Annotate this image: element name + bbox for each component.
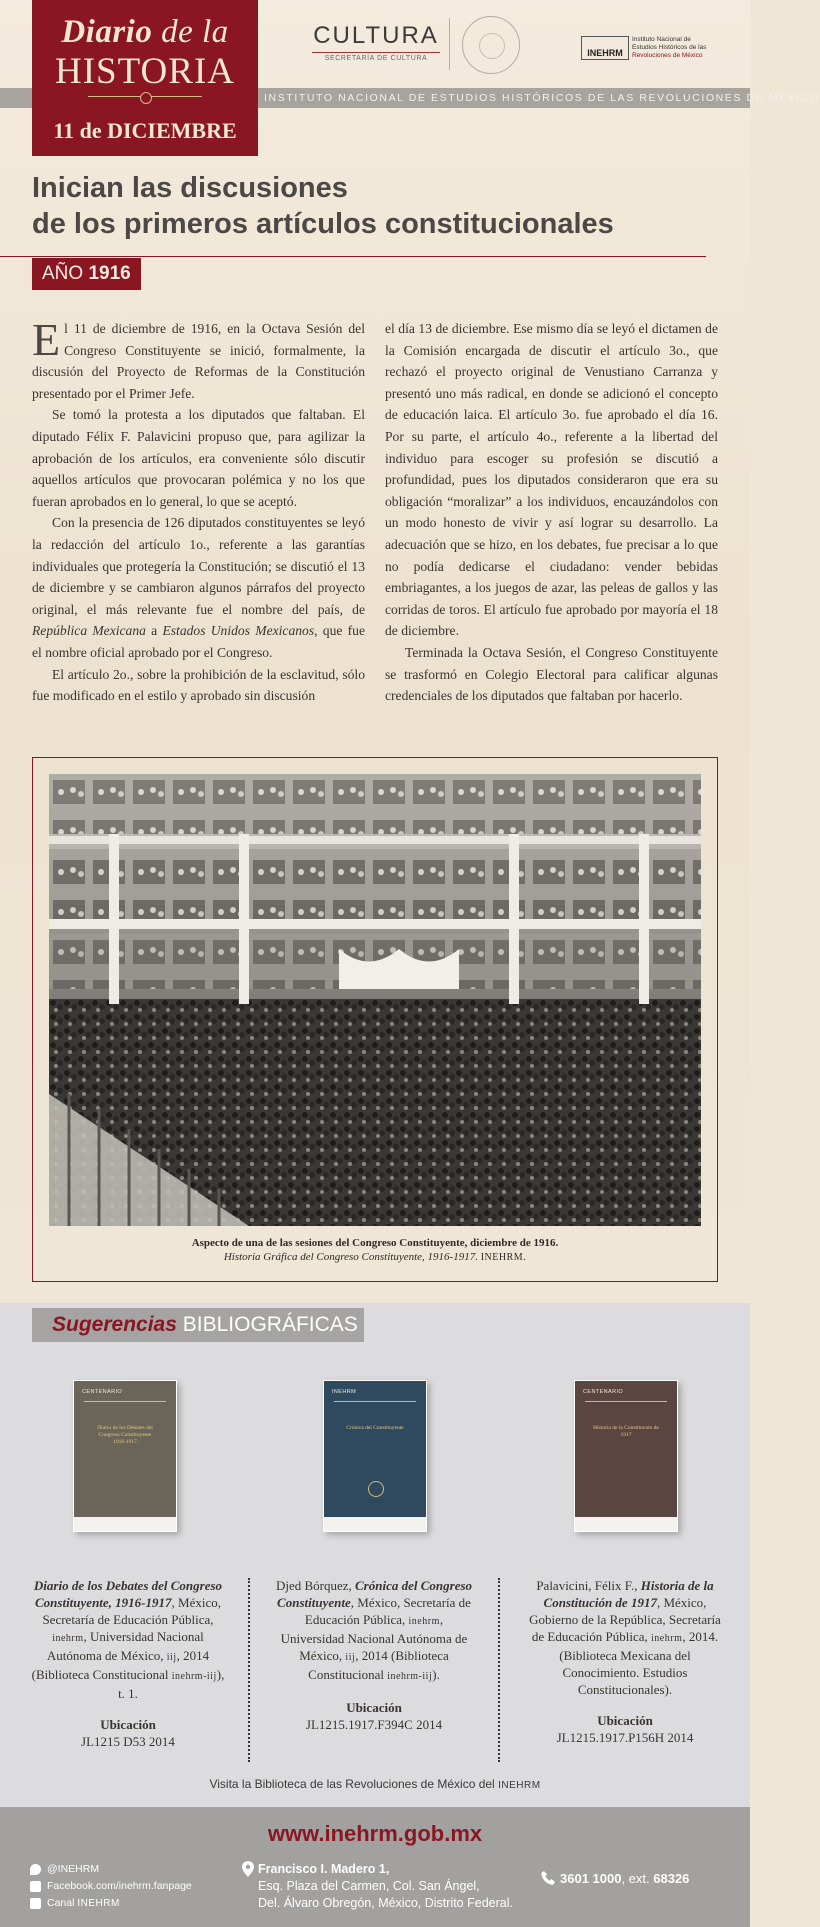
ref-1-inst2: inehrm-iij (171, 1671, 217, 1682)
ref-2-location-label: Ubicación (346, 1700, 402, 1715)
paragraph-1-text: l 11 de diciembre de 1916, en la Octava Sesión del Congreso Constituyente se inició, formalmente, la discusión del Proyecto de Reformas de la Constitución presentado por el Primer Jefe. (32, 321, 365, 401)
column-right (385, 318, 718, 707)
book-1-footer (74, 1517, 176, 1531)
ref-3-location-code: JL1215.1917.P156H 2014 (556, 1730, 694, 1745)
facebook-icon (30, 1881, 41, 1892)
institute-bar: INSTITUTO NACIONAL DE ESTUDIOS HISTÓRICOS DE LAS REVOLUCIONES DE MÉXICO (258, 88, 750, 108)
twitter-handle: @INEHRM (47, 1863, 100, 1875)
book-1-cover-title: Diario de los Debates del Congreso Constituyente 1916-1917 (97, 1425, 153, 1445)
book-2-footer (324, 1517, 426, 1531)
book-cover-2[interactable] (323, 1380, 427, 1532)
ref-1-pub3: , 2014 (Biblioteca Constitucional (31, 1648, 210, 1682)
paragraph-3a: Con la presencia de 126 diputados constituyentes se leyó la redacción del artículo 1o., referente a las garantías individuales que protegería la Constitución; se discutió el 13 de diciembre y se cambiaron algunos párrafos del proyecto original, el más relevante fue el nombre del país, de (32, 515, 365, 617)
inehrm-logo-text (632, 36, 732, 60)
logo-word-dela: de la (152, 14, 229, 50)
logo-word-diario: Diario (61, 14, 153, 50)
caption-italic: Historia Gráfica del Congreso Constituyente, 1916-1917. (223, 1251, 478, 1263)
book-cover-1[interactable] (73, 1380, 177, 1532)
ref-3-author: Palavicini, Félix F., (536, 1578, 641, 1593)
book-3-footer (575, 1517, 677, 1531)
ref-1-location-label: Ubicación (100, 1717, 156, 1732)
inehrm-text-line2: Estudios Históricos de las (632, 44, 707, 51)
inehrm-text-line1: Instituto Nacional de (632, 36, 691, 43)
inehrm-text-line3: Revoluciones de México (632, 52, 703, 59)
ref-3-pub: , México, Gobierno de la República, Secretaría de Educación Pública, (529, 1595, 721, 1644)
paragraph-5: el día 13 de diciembre. Ese mismo día se leyó el dictamen de la Comisión encargada de discutir el artículo 3o., que rechazó el proyecto original de Venustiano Carranza y presentó uno más radical, en donde se adicionó el concepto de educación laica. El artículo 3o. fue aprobado el día 16. Por su parte, el artículo 4o., referente a la libertad del individuo para escoger su profesión se discutió a profundidad, pues los diputados consideraron que era su obligación “moralizar” a los individuos, encauzándolos con un modo honesto de vivir y así lograr su desarrollo. La adecuación que se hizo, en los debates, fue precisar a lo que no podía dedicarse el ciudadano: vender bebidas embriagantes, a los juegos de azar, las peleas de gallos y las corridas de toros. El artículo fue aprobado por mayoría el 18 de diciembre. (385, 321, 718, 639)
book-2-cover-title: Crónica del Constituyente (346, 1425, 404, 1431)
ref-2-title: Crónica del Congreso Constituyente (277, 1578, 473, 1610)
cultura-title: CULTURA (313, 22, 439, 49)
ref-2-pub: , México, Secretaría de Educación Pública, (304, 1595, 471, 1627)
book-3-rule (585, 1401, 667, 1402)
inehrm-logo: INEHRM (581, 36, 629, 60)
ref-2-pub2: , Universidad Nacional Autónoma de México, (280, 1612, 468, 1663)
ref-3-inst: inehrm (651, 1633, 683, 1644)
suggestions-label-italic: Sugerencias (52, 1313, 177, 1336)
cultura-logo (312, 22, 440, 62)
logo-date: 11 de DICIEMBRE (53, 118, 237, 143)
ref-2-pub4: ). (432, 1667, 440, 1682)
year-badge (32, 258, 141, 290)
paragraph-6: Terminada la Octava Sesión, el Congreso Constituyente se trasformó en Colegio Electoral para calificar algunas credenciales de los diputados que faltaban por hacerlo. (385, 644, 718, 704)
ref-1-location-code: JL1215 D53 2014 (81, 1734, 175, 1749)
year-label: AÑO (42, 263, 84, 284)
book-cover-3[interactable] (574, 1380, 678, 1532)
photo-frame (32, 757, 718, 1282)
phone-ext-label: , ext. (621, 1871, 654, 1886)
paragraph-1 (32, 314, 365, 404)
logo-word-historia: HISTORIA (55, 51, 235, 92)
ref-1-iij: iij (166, 1652, 177, 1663)
ref-1-title: Diario de los Debates del Congreso Constituyente, 1916-1917 (33, 1578, 223, 1610)
logo-separator (449, 18, 450, 70)
facebook-url: Facebook.com/inehrm.fanpage (47, 1880, 192, 1892)
ref-1-inst: inehrm (52, 1633, 84, 1644)
book-3-cover-title: Historia de la Constitución de 1917 (593, 1425, 659, 1438)
address-street: Francisco I. Madero 1, (258, 1862, 390, 1876)
phone-ext: 68326 (653, 1871, 690, 1886)
suggestions-label (32, 1308, 364, 1342)
caption-bold: Aspecto de una de las sesiones del Congreso Constituyente, diciembre de 1916. (191, 1237, 559, 1249)
title-line1: Inician las discusiones (32, 172, 348, 204)
ref-2-author: Djed Bórquez, (275, 1578, 356, 1593)
national-seal-icon (462, 16, 520, 74)
title-line2: de los primeros artículos constitucionales (32, 208, 614, 240)
paragraph-3b: a (145, 623, 163, 639)
book-cover-2-face (324, 1381, 426, 1517)
address-line2: Esq. Plaza del Carmen, Col. San Ángel, (258, 1879, 480, 1893)
book-2-rule (334, 1401, 416, 1402)
ref-2-inst: inehrm (408, 1616, 440, 1627)
diario-logo (32, 0, 258, 156)
book-cover-1-face (74, 1381, 176, 1517)
visit-library-note (0, 1777, 750, 1791)
drop-cap: E (32, 314, 61, 365)
ref-3-pub2: , 2014. (Biblioteca Mexicana del Conocimiento. Estudios Constitucionales). (559, 1629, 719, 1697)
youtube-link[interactable] (30, 1895, 192, 1912)
social-links (30, 1861, 192, 1912)
book-cover-3-face (575, 1381, 677, 1517)
address-line3: Del. Álvaro Obregón, México, Distrito Federal. (258, 1896, 513, 1910)
paragraph-2: Se tomó la protesta a los diputados que faltaban. El diputado Félix F. Palavicini propuso que, para agilizar la aprobación de los artículos, era conveniente sólo discutir aquellos artículos que provocaran polémica y no los que fueran aprobados en lo general, lo que se aceptó. (32, 407, 365, 509)
twitter-icon (30, 1864, 41, 1875)
book-2-emblem-icon (368, 1481, 384, 1497)
youtube-icon (30, 1898, 41, 1909)
caption-source: INEHRM. (480, 1252, 527, 1263)
ref-2-inst2: inehrm-iij (387, 1671, 433, 1682)
ref-1-pub: , México, Secretaría de Educación Pública, (42, 1595, 221, 1627)
ref-2-iij: iij (345, 1652, 356, 1663)
photo-illustration (49, 774, 701, 1226)
dotted-divider-2 (498, 1578, 500, 1762)
website-link[interactable]: www.inehrm.gob.mx (267, 1821, 483, 1846)
ref-3-location-label: Ubicación (597, 1713, 653, 1728)
ref-1-pub2: , Universidad Nacional Autónoma de México, (46, 1629, 204, 1663)
book-3-series: CENTENARIO (583, 1389, 624, 1395)
paragraph-3-em1: República Mexicana (32, 623, 146, 639)
book-reference-1 (28, 1577, 228, 1750)
twitter-link[interactable] (30, 1861, 192, 1878)
ref-2-location-code: JL1215.1917.F394C 2014 (305, 1717, 443, 1732)
visit-inst: INEHRM (498, 1780, 541, 1791)
paragraph-4: El artículo 2o., sobre la prohibición de la esclavitud, sólo fue modificado en el estilo y aprobado sin discusión (32, 666, 365, 704)
address (258, 1861, 513, 1912)
book-1-rule (84, 1401, 166, 1402)
article-title (32, 170, 732, 242)
ornament-divider (88, 96, 202, 106)
footer (0, 1807, 750, 1927)
ref-2-text (274, 1577, 474, 1685)
paragraph-3c: , que fue el nombre oficial aprobado por el Congreso. (32, 623, 365, 660)
title-underline (0, 256, 706, 257)
suggestions-label-rest: BIBLIOGRÁFICAS (182, 1313, 358, 1336)
column-left (32, 314, 365, 707)
institute-bar-left (0, 88, 32, 108)
book-reference-2 (274, 1577, 474, 1733)
location-pin-icon (242, 1861, 254, 1877)
ref-3-text (525, 1577, 725, 1698)
youtube-inst: INEHRM (77, 1898, 120, 1909)
ref-2-pub3: , 2014 (Biblioteca Constitucional (308, 1648, 449, 1682)
dotted-divider-1 (248, 1578, 250, 1762)
phone-main: 3601 1000 (560, 1871, 622, 1886)
year-value: 1916 (88, 263, 131, 284)
book-reference-3 (525, 1577, 725, 1746)
ref-3-title: Historia de la Constitución de 1917 (543, 1578, 714, 1610)
ref-1-pub4: ), t. 1. (118, 1667, 225, 1701)
paragraph-3 (32, 512, 365, 663)
youtube-label: Canal (47, 1897, 75, 1909)
facebook-link[interactable] (30, 1878, 192, 1895)
visit-text: Visita la Biblioteca de las Revoluciones de México del (209, 1777, 495, 1791)
book-1-series: CENTENARIO (82, 1389, 123, 1395)
ref-1-text (28, 1577, 228, 1702)
photo-caption (33, 1236, 717, 1265)
phone-icon (541, 1871, 555, 1886)
congress-session-photo (49, 774, 701, 1226)
phone-number (560, 1871, 689, 1886)
paragraph-3-em2: Estados Unidos Mexicanos (162, 623, 315, 639)
book-2-series: INEHRM (332, 1389, 357, 1395)
cultura-subtitle: SECRETARÍA DE CULTURA (312, 52, 440, 62)
